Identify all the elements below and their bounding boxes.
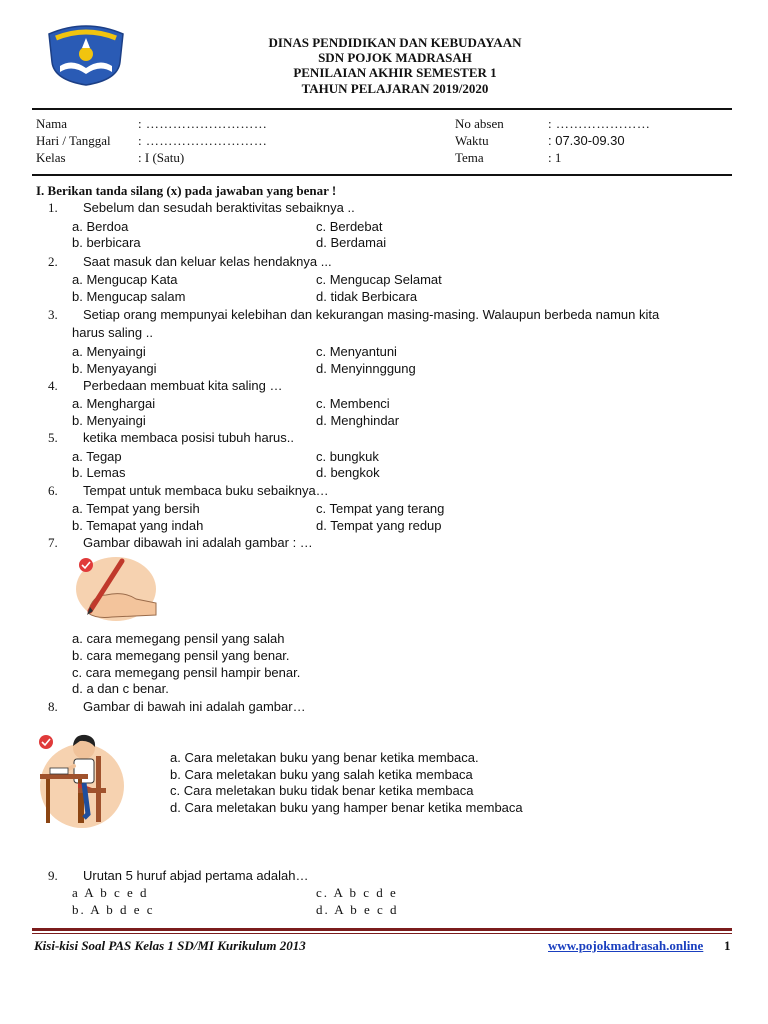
tut-wuri-handayani-logo-icon	[46, 24, 126, 86]
question-number: 2.	[48, 254, 58, 269]
pencil-grip-illustration	[72, 551, 158, 623]
option-c[interactable]: c. Menyantuni	[316, 344, 397, 359]
option-c[interactable]: c. A b c d e	[316, 885, 398, 900]
check-badge-icon	[79, 558, 93, 572]
academic-year: TAHUN PELAJARAN 2019/2020	[301, 81, 489, 96]
kelas-label: Kelas	[36, 150, 66, 165]
question-number: 8.	[48, 699, 58, 714]
option-d[interactable]: d. tidak Berbicara	[316, 289, 418, 304]
option-c[interactable]: c. cara memegang pensil hampir benar.	[72, 665, 301, 680]
option-d[interactable]: d. A b e c d	[316, 902, 399, 917]
option-a[interactable]: a. Menyaingi	[72, 344, 146, 359]
option-b[interactable]: b. Temapat yang indah	[72, 518, 204, 533]
option-d[interactable]: d. Menghindar	[316, 413, 400, 428]
option-c[interactable]: c. Tempat yang terang	[316, 501, 445, 516]
tema-value: : 1	[548, 150, 562, 165]
question-text: Saat masuk dan keluar kelas hendaknya ...	[83, 254, 332, 269]
footer-rule	[32, 928, 732, 931]
option-d[interactable]: d. bengkok	[316, 465, 380, 480]
option-a[interactable]: a. cara memegang pensil yang salah	[72, 631, 285, 646]
nama-label: Nama	[36, 116, 68, 131]
waktu-value: : 07.30-09.30	[548, 133, 625, 148]
question-text: Tempat untuk membaca buku sebaiknya…	[83, 483, 329, 498]
absen-label: No absen	[455, 116, 504, 131]
option-c[interactable]: c. Cara meletakan buku tidak benar ketika membaca	[170, 783, 474, 798]
option-d[interactable]: d. Cara meletakan buku yang hamper benar ketika membaca	[170, 800, 523, 815]
kelas-value: : I (Satu)	[138, 150, 185, 165]
page-number: 1	[724, 938, 731, 953]
footer-website-link[interactable]: www.pojokmadrasah.online	[548, 938, 704, 953]
option-b[interactable]: b. Lemas	[72, 465, 126, 480]
question-number: 6.	[48, 483, 58, 498]
question-text: Setiap orang mempunyai kelebihan dan kekurangan masing-masing. Walaupun berbeda namun kita	[83, 307, 660, 322]
nama-field[interactable]: : ………………………	[138, 116, 268, 131]
option-b[interactable]: b. berbicara	[72, 235, 141, 250]
question-number: 9.	[48, 868, 58, 883]
option-a[interactable]: a. Mengucap Kata	[72, 272, 178, 287]
question-number: 3.	[48, 307, 58, 322]
question-text: Urutan 5 huruf abjad pertama adalah…	[83, 868, 309, 883]
option-b[interactable]: b. Cara meletakan buku yang salah ketika membaca	[170, 767, 473, 782]
option-b[interactable]: b. Menyaingi	[72, 413, 146, 428]
option-d[interactable]: d. Menyinnggung	[316, 361, 416, 376]
info-divider	[32, 174, 732, 176]
header-divider	[32, 108, 732, 110]
option-a[interactable]: a. Tempat yang bersih	[72, 501, 200, 516]
question-text: ketika membaca posisi tubuh harus..	[83, 430, 294, 445]
footer-caption: Kisi-kisi Soal PAS Kelas 1 SD/MI Kurikulum 2013	[34, 938, 306, 953]
waktu-label: Waktu	[455, 133, 489, 148]
question-text: Perbedaan membuat kita saling …	[83, 378, 283, 393]
question-text: Gambar di bawah ini adalah gambar…	[83, 699, 306, 714]
hari-field[interactable]: : ………………………	[138, 133, 268, 148]
question-number: 7.	[48, 535, 58, 550]
option-b[interactable]: b. Mengucap salam	[72, 289, 186, 304]
option-a[interactable]: a. Tegap	[72, 449, 122, 464]
footer-rule-thin	[32, 933, 732, 934]
logo	[46, 24, 126, 86]
question-text: Sebelum dan sesudah beraktivitas sebaiknya ..	[83, 200, 355, 215]
option-d[interactable]: d. a dan c benar.	[72, 681, 169, 696]
check-badge-icon	[39, 735, 53, 749]
option-a[interactable]: a. Berdoa	[72, 219, 129, 234]
question-text: Gambar dibawah ini adalah gambar : …	[83, 535, 313, 550]
option-b[interactable]: b. A b d e c	[72, 902, 155, 917]
option-c[interactable]: c. Berdebat	[316, 219, 383, 234]
exam-title: PENILAIAN AKHIR SEMESTER 1	[293, 65, 497, 80]
absen-field[interactable]: : …………………	[548, 116, 651, 131]
agency-title: DINAS PENDIDIKAN DAN KEBUDAYAAN	[268, 35, 522, 50]
option-c[interactable]: c. Mengucap Selamat	[316, 272, 442, 287]
school-name: SDN POJOK MADRASAH	[318, 50, 472, 65]
option-b[interactable]: b. cara memegang pensil yang benar.	[72, 648, 290, 663]
question-text-continued: harus saling ..	[72, 325, 153, 340]
option-a[interactable]: a. Cara meletakan buku yang benar ketika membaca.	[170, 750, 479, 765]
tema-label: Tema	[455, 150, 484, 165]
option-d[interactable]: d. Berdamai	[316, 235, 387, 250]
question-number: 1.	[48, 200, 58, 215]
reading-posture-illustration	[34, 726, 126, 834]
option-b[interactable]: b. Menyayangi	[72, 361, 157, 376]
question-number: 5.	[48, 430, 58, 445]
hari-label: Hari / Tanggal	[36, 133, 111, 148]
option-d[interactable]: d. Tempat yang redup	[316, 518, 442, 533]
option-a[interactable]: a A b c e d	[72, 885, 149, 900]
option-c[interactable]: c. Membenci	[316, 396, 390, 411]
section-title: I. Berikan tanda silang (x) pada jawaban yang benar !	[36, 183, 337, 198]
option-c[interactable]: c. bungkuk	[316, 449, 379, 464]
option-a[interactable]: a. Menghargai	[72, 396, 156, 411]
question-number: 4.	[48, 378, 58, 393]
